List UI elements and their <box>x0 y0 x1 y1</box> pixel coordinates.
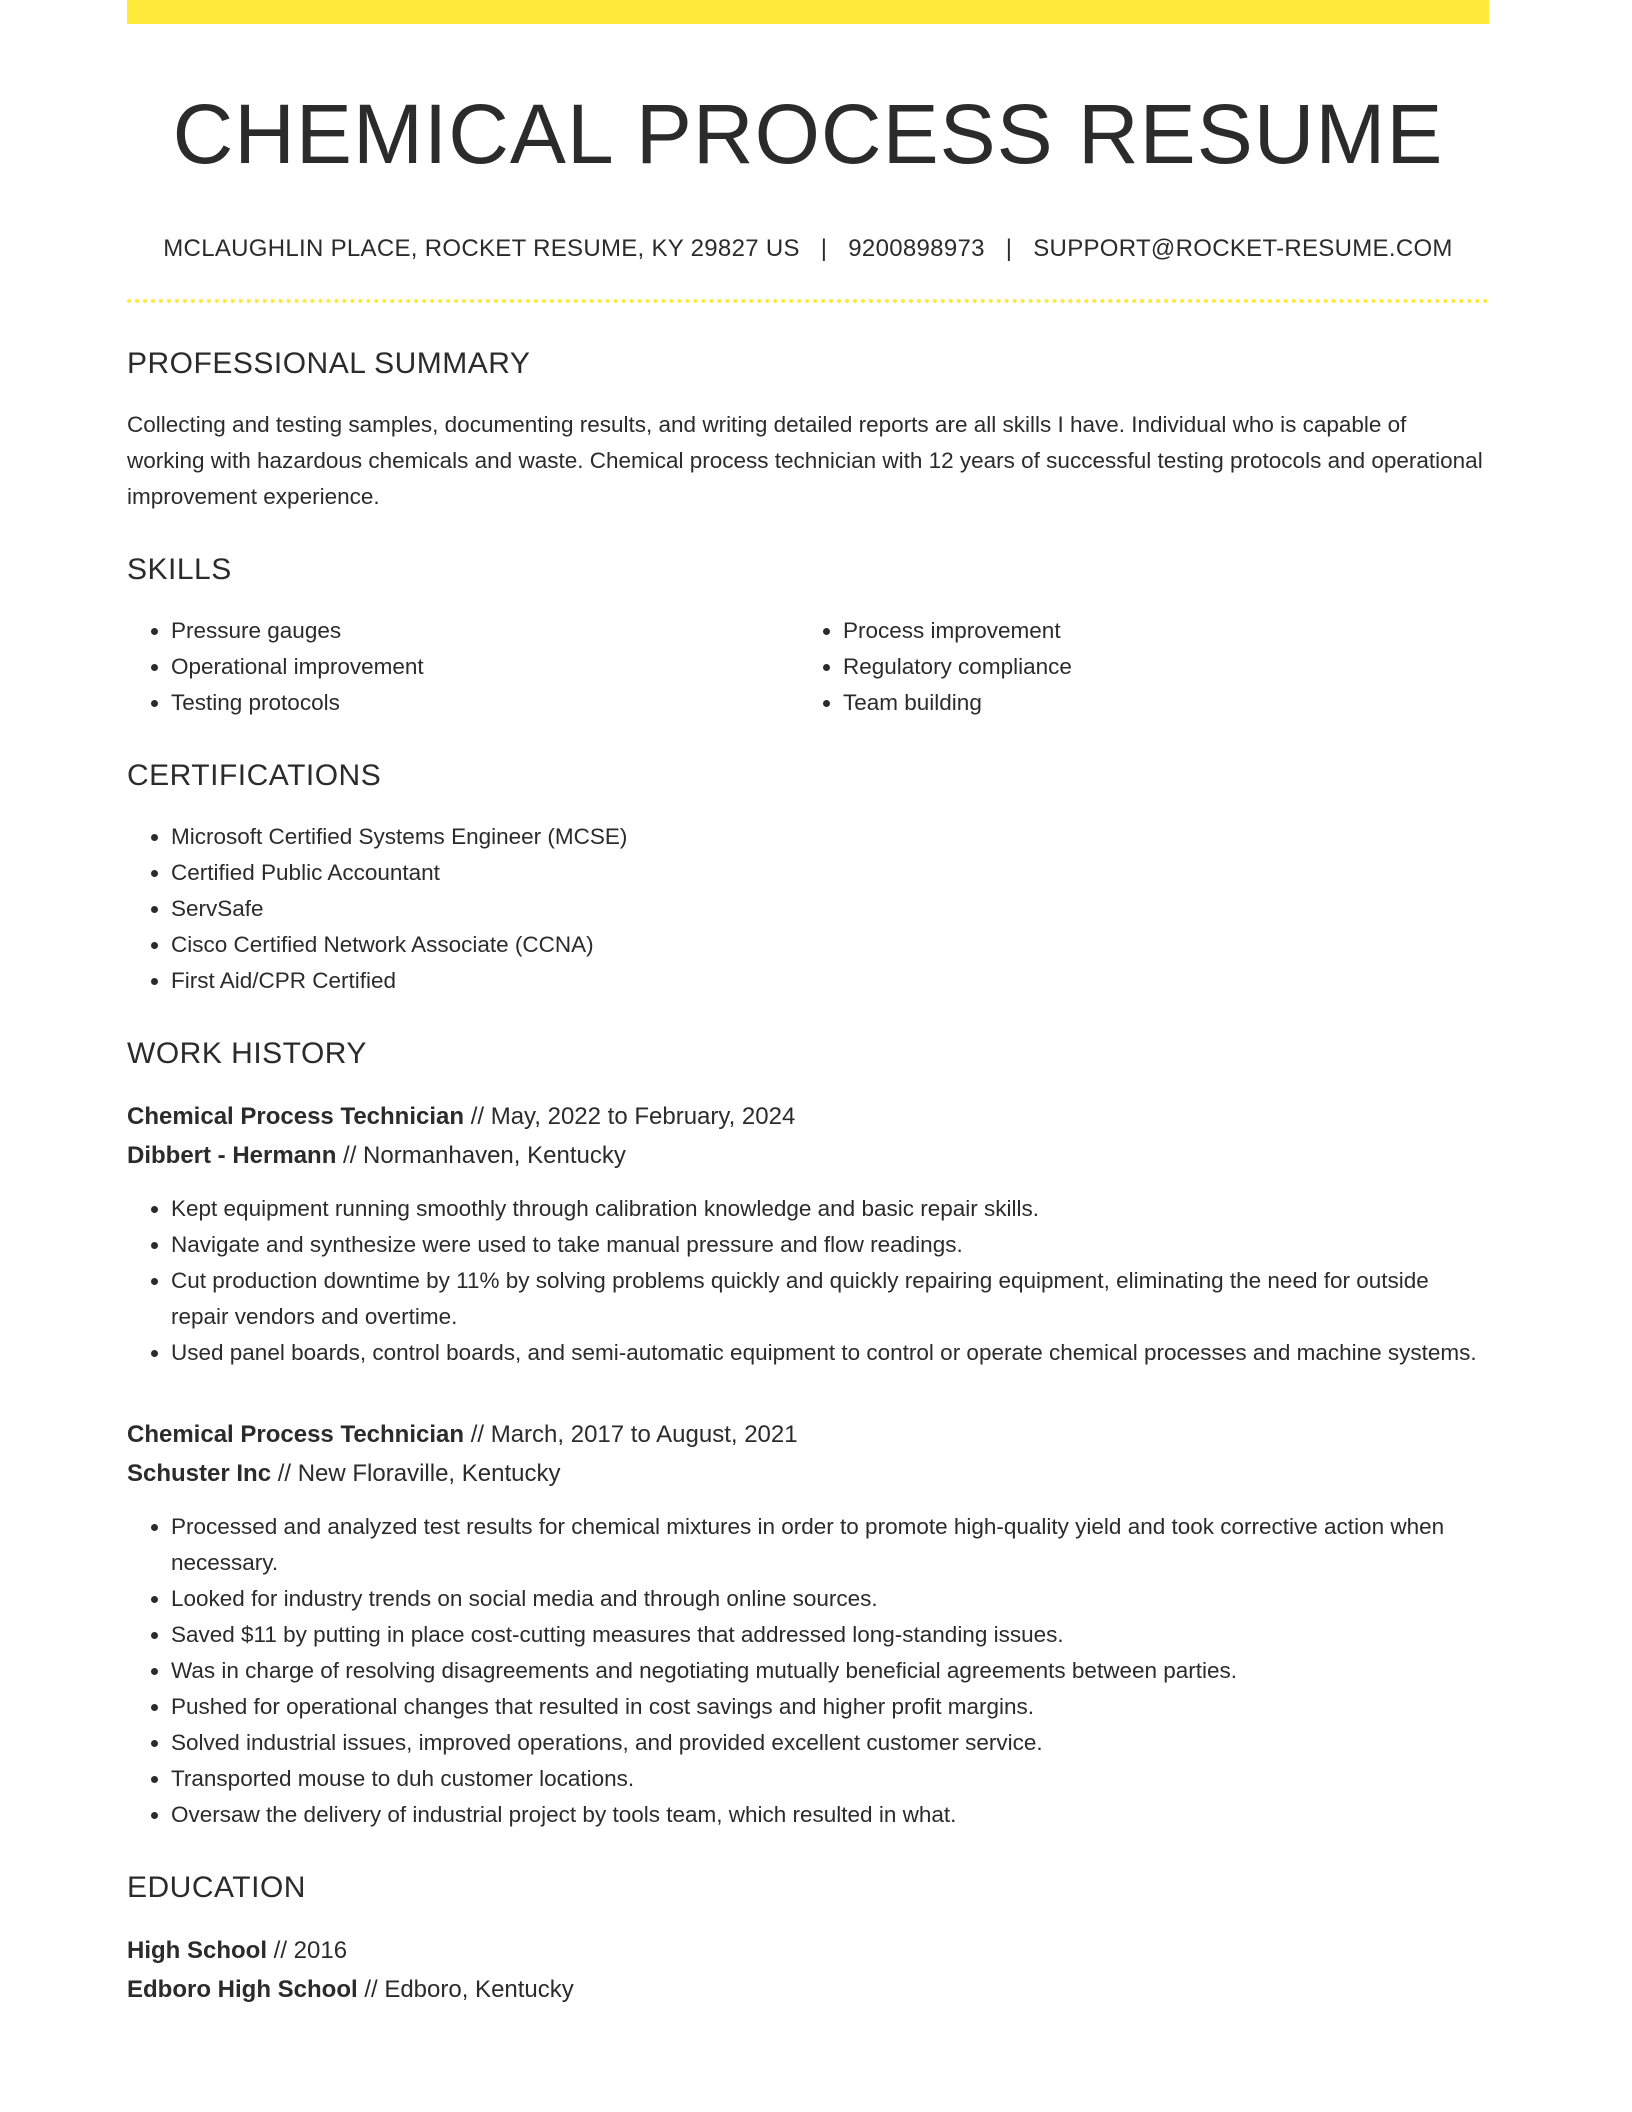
skill-item: • Pressure gauges <box>171 613 799 649</box>
top-accent-bar <box>127 0 1489 24</box>
certification-item: • Certified Public Accountant <box>171 855 1489 891</box>
skill-item: • Process improvement <box>843 613 1471 649</box>
contact-line <box>127 235 1489 263</box>
skill-item: • Operational improvement <box>171 649 799 685</box>
job-2-bullets <box>127 1509 1489 1833</box>
education-location: // Edboro, Kentucky <box>357 1975 574 2003</box>
education-school: Edboro High School <box>127 1975 358 2003</box>
skill-item: • Testing protocols <box>171 685 799 721</box>
summary-text: Collecting and testing samples, documenting results, and writing detailed reports are all skills I have. Individual who is capable of working with hazardous chemicals and waste. Chemical process technician with 12 years of successful testing protocols and operational improvement experience. <box>127 411 1483 509</box>
job-1-title-line <box>127 1097 1489 1136</box>
education-degree-line <box>127 1931 1489 1970</box>
contact-separator: | <box>820 234 828 262</box>
education-degree: High School <box>127 1936 267 1964</box>
summary-heading: PROFESSIONAL SUMMARY <box>127 346 531 380</box>
contact-phone: 9200898973 <box>848 234 985 262</box>
resume-title: CHEMICAL PROCESS RESUME <box>172 87 1444 181</box>
job-bullet: • Pushed for operational changes that resulted in cost savings and higher profit margins. <box>171 1689 1489 1725</box>
skills-list <box>127 613 1489 721</box>
dotted-divider <box>127 299 1489 303</box>
job-1-company-line <box>127 1136 1489 1175</box>
skill-item: • Regulatory compliance <box>843 649 1471 685</box>
job-1-location: // Normanhaven, Kentucky <box>336 1141 626 1169</box>
job-bullet: • Used panel boards, control boards, and semi-automatic equipment to control or operate chemical processes and machine systems. <box>171 1335 1489 1371</box>
job-1-dates: // May, 2022 to February, 2024 <box>464 1102 796 1130</box>
skills-heading: SKILLS <box>127 552 232 586</box>
certifications-heading: CERTIFICATIONS <box>127 758 382 792</box>
certification-item: • Microsoft Certified Systems Engineer (MCSE) <box>171 819 1489 855</box>
education-heading: EDUCATION <box>127 1870 306 1904</box>
job-2-company: Schuster Inc <box>127 1459 272 1487</box>
job-2-company-line <box>127 1454 1489 1493</box>
certification-item: • ServSafe <box>171 891 1489 927</box>
job-2-title-line <box>127 1415 1489 1454</box>
certifications-list <box>127 819 1489 999</box>
job-1-company: Dibbert - Hermann <box>127 1141 337 1169</box>
job-bullet: • Oversaw the delivery of industrial project by tools team, which resulted in what. <box>171 1797 1489 1833</box>
job-bullet: • Was in charge of resolving disagreements and negotiating mutually beneficial agreements between parties. <box>171 1653 1489 1689</box>
contact-address: MCLAUGHLIN PLACE, ROCKET RESUME, KY 29827 US <box>163 234 800 262</box>
resume-page <box>127 0 1489 2009</box>
job-bullet: • Saved $11 by putting in place cost-cutting measures that addressed long-standing issues. <box>171 1617 1489 1653</box>
job-bullet: • Transported mouse to duh customer locations. <box>171 1761 1489 1797</box>
contact-email: SUPPORT@ROCKET-RESUME.COM <box>1033 234 1453 262</box>
job-bullet: • Looked for industry trends on social media and through online sources. <box>171 1581 1489 1617</box>
job-1-role: Chemical Process Technician <box>127 1102 465 1130</box>
skills-column-right <box>799 613 1471 721</box>
job-bullet: • Solved industrial issues, improved operations, and provided excellent customer service. <box>171 1725 1489 1761</box>
job-bullet: • Navigate and synthesize were used to take manual pressure and flow readings. <box>171 1227 1489 1263</box>
job-bullet: • Processed and analyzed test results for chemical mixtures in order to promote high-quality yield and took corrective action when necessary. <box>171 1509 1489 1581</box>
job-2-location: // New Floraville, Kentucky <box>271 1459 561 1487</box>
job-bullet: • Cut production downtime by 11% by solving problems quickly and quickly repairing equipment, eliminating the need for outside repair vendors and overtime. <box>171 1263 1489 1335</box>
job-1-bullets <box>127 1191 1489 1371</box>
contact-separator: | <box>1005 234 1013 262</box>
certification-item: • First Aid/CPR Certified <box>171 963 1489 999</box>
skill-item: • Team building <box>843 685 1471 721</box>
job-2-dates: // March, 2017 to August, 2021 <box>464 1420 798 1448</box>
job-2-role: Chemical Process Technician <box>127 1420 465 1448</box>
education-year: // 2016 <box>267 1936 348 1964</box>
work-history-heading: WORK HISTORY <box>127 1036 367 1070</box>
education-school-line <box>127 1970 1489 2009</box>
skills-column-left <box>127 613 799 721</box>
certification-item: • Cisco Certified Network Associate (CCNA) <box>171 927 1489 963</box>
job-bullet: • Kept equipment running smoothly through calibration knowledge and basic repair skills. <box>171 1191 1489 1227</box>
